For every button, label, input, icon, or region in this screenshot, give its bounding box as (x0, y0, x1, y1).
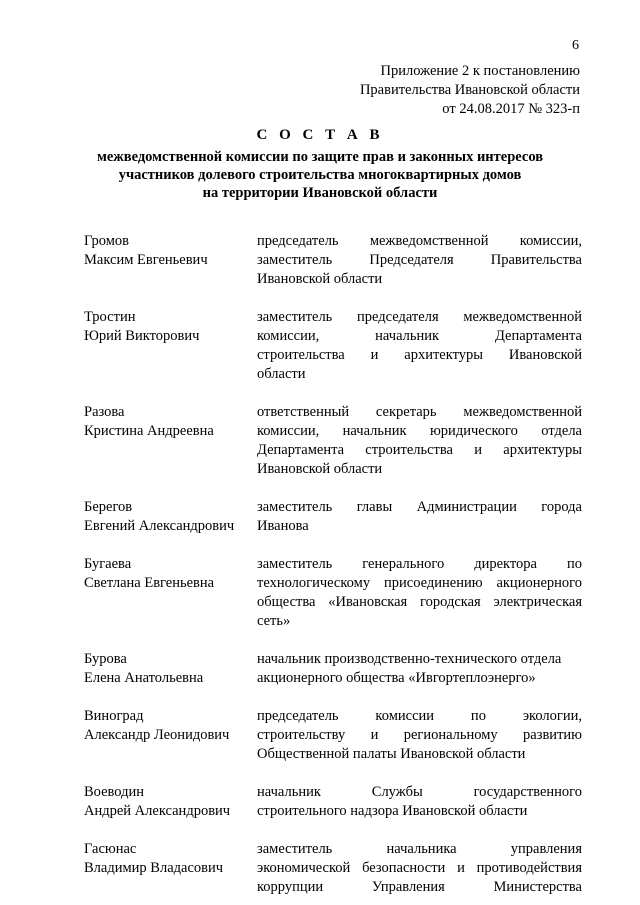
role-line: акционерного общества «Ивгортеплоэнерго» (257, 670, 536, 686)
member-name (84, 555, 257, 593)
member-surname: Берегов (84, 499, 133, 515)
member-surname: Бурова (84, 651, 127, 667)
member-given-names: Александр Леонидович (84, 727, 230, 743)
role-line: коррупции Управления Министерства (257, 879, 582, 895)
member-role (257, 707, 582, 764)
role-line: строительства и архитектуры Ивановской (257, 347, 582, 363)
member-given-names: Владимир Владасович (84, 860, 224, 876)
title-block (60, 126, 580, 202)
appendix-line: Приложение 2 к постановлению (380, 63, 580, 79)
member-given-names: Кристина Андреевна (84, 423, 214, 439)
member-role (257, 555, 582, 631)
subtitle-line: межведомственной комиссии по защите прав и законных интересов (96, 149, 544, 165)
member-surname: Гасюнас (84, 841, 137, 857)
role-line: Общественной палаты Ивановской области (257, 746, 526, 762)
role-line: строительного надзора Ивановской области (257, 803, 528, 819)
role-line: сеть» (257, 613, 291, 629)
role-line: заместитель председателя межведомственной (257, 309, 582, 325)
role-line: Ивановской области (257, 271, 383, 287)
member-role (257, 783, 582, 821)
role-line: заместитель начальника управления (257, 841, 582, 857)
member-name (84, 783, 257, 821)
role-line: экономической безопасности и противодействия (257, 860, 582, 876)
member-entry (84, 650, 582, 688)
member-role (257, 650, 582, 688)
role-line: Департамента строительства и архитектуры (257, 442, 582, 458)
member-entry (84, 840, 582, 897)
member-entry (84, 308, 582, 384)
role-line: технологическому присоединению акционерного (257, 575, 582, 591)
member-surname: Воеводин (84, 784, 145, 800)
role-line: заместитель генерального директора по (257, 556, 582, 572)
role-line: области (257, 366, 306, 382)
role-line: председатель комиссии по экологии, (257, 708, 582, 724)
member-given-names: Андрей Александрович (84, 803, 231, 819)
member-surname: Бугаева (84, 556, 132, 572)
member-given-names: Елена Анатольевна (84, 670, 204, 686)
member-name (84, 403, 257, 441)
member-surname: Тростин (84, 309, 136, 325)
member-entry (84, 555, 582, 631)
subtitle-line: участников долевого строительства многоквартирных домов (118, 167, 522, 183)
member-role (257, 498, 582, 536)
appendix-line: Правительства Ивановской области (359, 82, 580, 98)
role-line: начальник Службы государственного (257, 784, 582, 800)
member-role (257, 308, 582, 384)
member-entry (84, 783, 582, 821)
member-given-names: Евгений Александрович (84, 518, 235, 534)
member-entry (84, 403, 582, 479)
role-line: общества «Ивановская городская электрическая (257, 594, 582, 610)
member-entry (84, 232, 582, 289)
role-line: строительству и региональному развитию (257, 727, 582, 743)
document-subtitle (60, 148, 580, 202)
document-title: С О С Т А В (256, 127, 384, 143)
member-entry (84, 707, 582, 764)
member-name (84, 232, 257, 270)
member-role (257, 840, 582, 897)
role-line: комиссии, начальник Департамента (257, 328, 582, 344)
member-entry (84, 498, 582, 536)
member-name (84, 707, 257, 745)
appendix-line: от 24.08.2017 № 323-п (442, 101, 580, 117)
role-line: ответственный секретарь межведомственной (257, 404, 582, 420)
member-name (84, 498, 257, 536)
role-line: комиссии, начальник юридического отдела (257, 423, 582, 439)
member-role (257, 232, 582, 289)
members-list (84, 232, 582, 897)
member-given-names: Юрий Викторович (84, 328, 200, 344)
role-line: Ивановской области (257, 461, 383, 477)
member-given-names: Светлана Евгеньевна (84, 575, 215, 591)
role-line: заместитель главы Администрации города (257, 499, 582, 515)
page-number: 6 (572, 38, 579, 53)
member-name (84, 840, 257, 878)
member-surname: Громов (84, 233, 129, 249)
subtitle-line: на территории Ивановской области (202, 185, 438, 201)
member-role (257, 403, 582, 479)
member-name (84, 308, 257, 346)
member-given-names: Максим Евгеньевич (84, 252, 208, 268)
member-surname: Разова (84, 404, 125, 420)
role-line: председатель межведомственной комиссии, (257, 233, 582, 249)
member-surname: Виноград (84, 708, 144, 724)
appendix-header (360, 62, 580, 119)
role-line: заместитель Председателя Правительства (257, 252, 582, 268)
role-line: начальник производственно-технического отдела (257, 651, 562, 667)
role-line: Иванова (257, 518, 309, 534)
member-name (84, 650, 257, 688)
